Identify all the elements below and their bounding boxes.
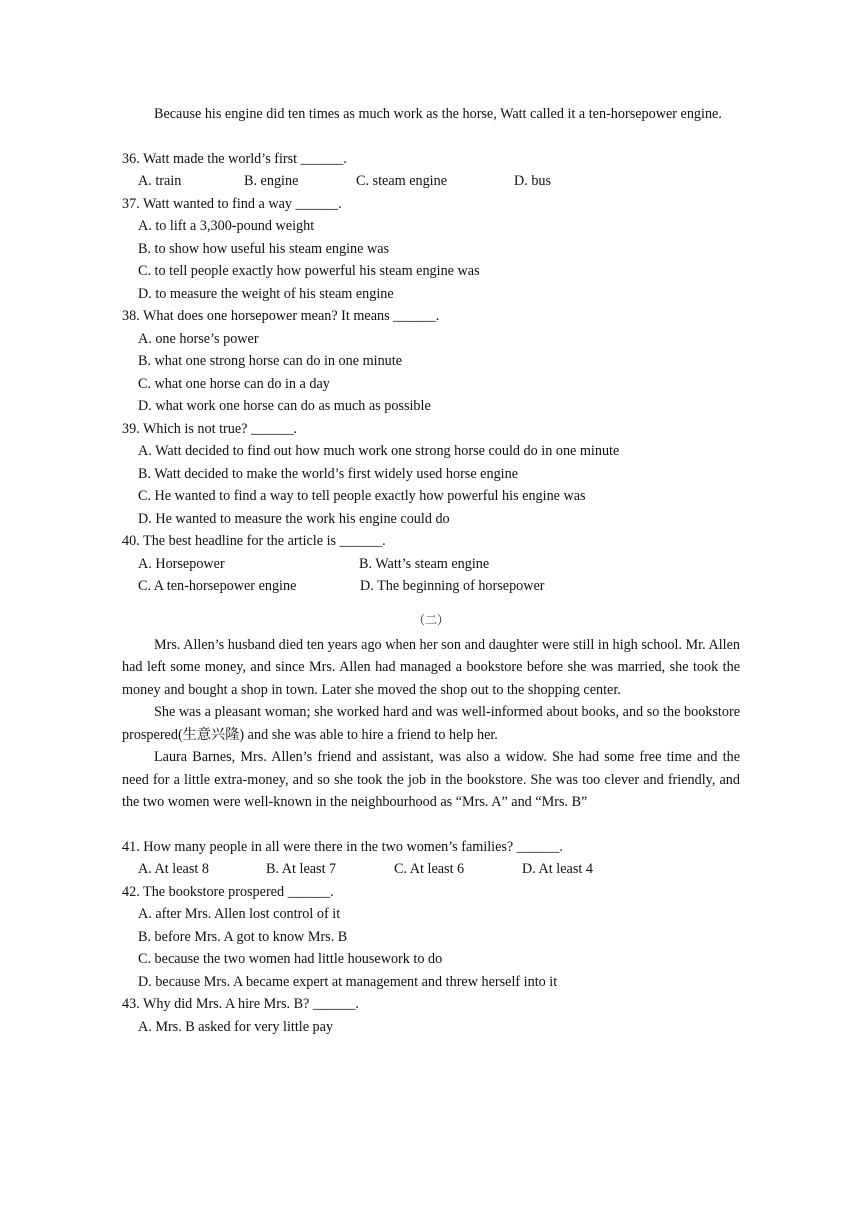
question-stem: 36. Watt made the world’s first ______. [122, 150, 347, 167]
question-39 [122, 418, 740, 531]
passage2-paragraph-2: She was a pleasant woman; she worked hard and was well-informed about books, and so the bookstore prospered(生意兴隆) and she was able to hire a friend to help her. [122, 704, 740, 743]
option-a: A. Mrs. B asked for very little pay [138, 1018, 334, 1035]
option-d: D. to measure the weight of his steam engine [138, 285, 394, 302]
spacer [122, 126, 740, 148]
question-stem: 38. What does one horsepower mean? It means ______. [122, 308, 440, 324]
option-a: A. Horsepower [138, 555, 225, 572]
question-38 [122, 305, 740, 418]
option-a: A. train [138, 173, 182, 189]
spacer [122, 814, 740, 836]
question-37 [122, 193, 740, 306]
option-c: C. what one horse can do in a day [138, 375, 330, 392]
option-c: C. A ten-horsepower engine [138, 578, 297, 594]
option-b: B. engine [244, 173, 299, 189]
options-row [122, 170, 740, 193]
question-40 [122, 530, 740, 598]
option-d: D. The beginning of horsepower [360, 578, 545, 594]
option-c: C. to tell people exactly how powerful his steam engine was [138, 263, 480, 279]
page-content [122, 103, 740, 1038]
section-title: （二） [412, 612, 449, 627]
option-a: A. after Mrs. Allen lost control of it [138, 906, 341, 922]
option-a: A. At least 8 [138, 861, 209, 877]
passage2-paragraph-1: Mrs. Allen’s husband died ten years ago when her son and daughter were still in high school. Mr. Allen had left some money, and since Mrs. Allen had managed a bookstore before she was married, she took the money and bought a shop in town. Later she moved the shop out to the shopping center. [122, 636, 740, 698]
option-b: B. At least 7 [266, 861, 337, 877]
question-stem: 39. Which is not true? ______. [122, 420, 298, 437]
options-row [122, 858, 740, 881]
option-b: B. before Mrs. A got to know Mrs. B [138, 928, 348, 945]
question-stem: 42. The bookstore prospered ______. [122, 883, 334, 900]
question-stem: 43. Why did Mrs. A hire Mrs. B? ______. [122, 996, 359, 1012]
question-43 [122, 993, 740, 1038]
option-b: B. Watt’s steam engine [359, 555, 490, 572]
option-d: D. He wanted to measure the work his engine could do [138, 510, 450, 527]
options-row [122, 553, 740, 576]
option-a: A. Watt decided to find out how much work one strong horse could do in one minute [138, 443, 620, 459]
question-stem: 40. The best headline for the article is ______. [122, 533, 386, 549]
passage2-paragraph-3: Laura Barnes, Mrs. Allen’s friend and assistant, was also a widow. She had some free time and the need for a little extra-money, and so she took the job in the bookstore. She was too clever and friendly, and the two women were well-known in the neighbourhood as “Mrs. A” and “Mrs. B” [122, 749, 740, 810]
option-a: A. one horse’s power [138, 330, 259, 347]
option-b: B. Watt decided to make the world’s first widely used horse engine [138, 465, 518, 482]
passage1-paragraph: Because his engine did ten times as much work as the horse, Watt called it a ten-horsepower engine. [154, 106, 722, 122]
question-36 [122, 148, 740, 193]
option-c: C. steam engine [356, 173, 448, 189]
option-d: D. what work one horse can do as much as possible [138, 398, 431, 414]
option-c: C. At least 6 [394, 861, 465, 877]
question-stem: 41. How many people in all were there in the two women’s families? ______. [122, 838, 563, 855]
option-d: D. because Mrs. A became expert at management and threw herself into it [138, 973, 558, 990]
option-a: A. to lift a 3,300-pound weight [138, 218, 315, 234]
option-b: B. to show how useful his steam engine was [138, 240, 390, 257]
question-41 [122, 836, 740, 881]
question-42 [122, 881, 740, 994]
option-d: D. At least 4 [522, 861, 593, 877]
option-c: C. because the two women had little housework to do [138, 951, 443, 967]
options-row [122, 575, 740, 598]
question-stem: 37. Watt wanted to find a way ______. [122, 195, 342, 212]
option-d: D. bus [514, 173, 552, 189]
option-b: B. what one strong horse can do in one minute [138, 353, 402, 369]
option-c: C. He wanted to find a way to tell people exactly how powerful his engine was [138, 488, 586, 504]
